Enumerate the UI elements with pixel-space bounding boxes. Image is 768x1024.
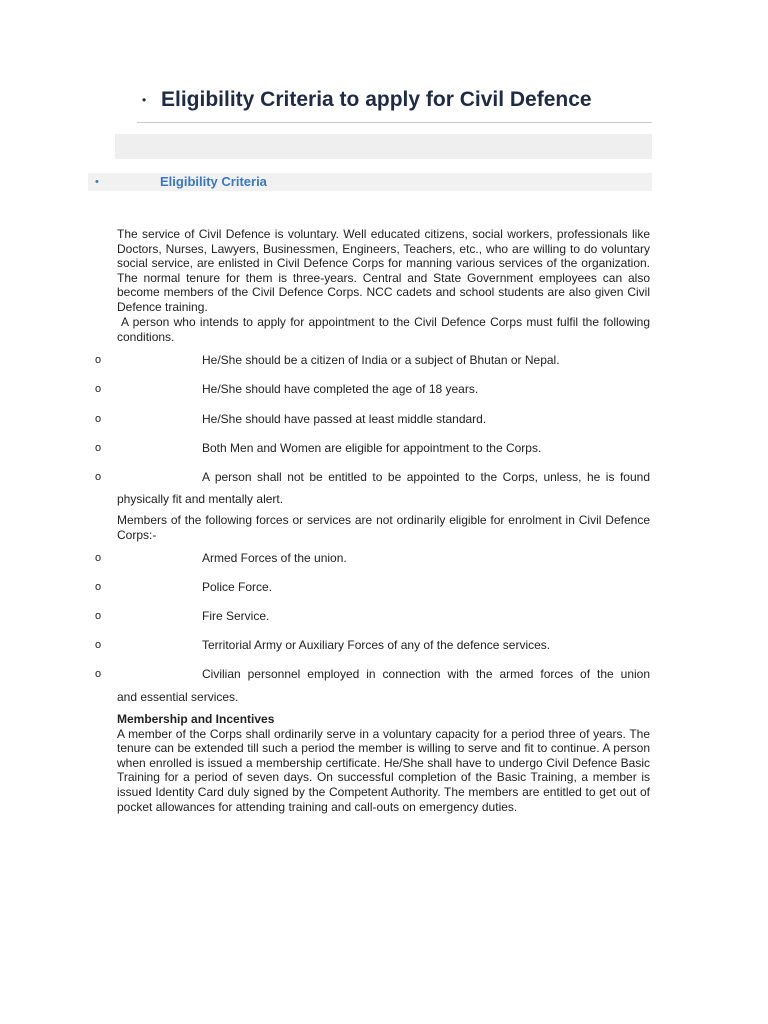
circle-bullet-icon: o bbox=[95, 413, 102, 425]
section-heading-band bbox=[88, 173, 652, 191]
list-item bbox=[95, 666, 650, 682]
list-item-continuation: physically fit and mentally alert. bbox=[117, 492, 284, 506]
list-item bbox=[95, 440, 650, 456]
list-item bbox=[95, 550, 650, 566]
circle-bullet-icon: o bbox=[95, 354, 102, 366]
list-item bbox=[95, 608, 650, 624]
list-item-continuation: and essential services. bbox=[117, 690, 239, 704]
intro-paragraph: The service of Civil Defence is voluntary. Well educated citizens, social workers, professionals like Doctors, Nurses, Lawyers, Businessmen, Engineers, Teachers, etc., who are willing to do voluntary social service, are enlisted in Civil Defence Corps for manning various services of the organization. The normal tenure for them is three-years. Central and State Government employees can also become members of the Civil Defence Corps. NCC cadets and school students are also given Civil Defence training. bbox=[117, 227, 650, 314]
ineligible-intro-paragraph: Members of the following forces or services are not ordinarily eligible for enrolment in Civil Defence Corps:- bbox=[117, 513, 650, 542]
circle-bullet-icon: o bbox=[95, 668, 102, 680]
list-item bbox=[95, 579, 650, 595]
list-item-text: Territorial Army or Auxiliary Forces of any of the defence services. bbox=[202, 638, 551, 652]
membership-section bbox=[117, 712, 650, 814]
list-item bbox=[95, 352, 650, 368]
circle-bullet-icon: o bbox=[95, 581, 102, 593]
list-item-text: He/She should be a citizen of India or a subject of Bhutan or Nepal. bbox=[202, 353, 560, 367]
membership-heading: Membership and Incentives bbox=[117, 712, 275, 726]
list-item-text: He/She should have passed at least middle standard. bbox=[202, 412, 487, 426]
list-item-text: Fire Service. bbox=[202, 609, 270, 623]
list-item bbox=[95, 381, 650, 397]
membership-paragraph: A member of the Corps shall ordinarily serve in a voluntary capacity for a period three of years. The tenure can be extended till such a period the member is willing to serve and fit to continue. A person when enrolled is issued a membership certificate. He/She shall have to undergo Civil Defence Basic Training for a period of seven days. On successful completion of the Basic Training, a member is issued Identity Card duly signed by the Competent Authority. The members are entitled to get out of pocket allowances for attending training and call-outs on emergency duties. bbox=[117, 726, 650, 814]
list-item-text: He/She should have completed the age of 18 years. bbox=[202, 382, 479, 396]
page-header bbox=[137, 86, 652, 123]
conditions-intro-paragraph: A person who intends to apply for appointment to the Civil Defence Corps must fulfil the following conditions. bbox=[117, 315, 650, 344]
list-item-text: Armed Forces of the union. bbox=[202, 551, 347, 565]
circle-bullet-icon: o bbox=[95, 383, 102, 395]
list-item bbox=[95, 411, 650, 427]
circle-bullet-icon: o bbox=[95, 471, 102, 483]
circle-bullet-icon: o bbox=[95, 552, 102, 564]
list-item-text: Police Force. bbox=[202, 580, 273, 594]
list-item-text: Civilian personnel employed in connection with the armed forces of the union bbox=[202, 667, 650, 681]
list-item bbox=[95, 469, 650, 485]
title-bullet: • bbox=[142, 93, 147, 107]
circle-bullet-icon: o bbox=[95, 639, 102, 651]
circle-bullet-icon: o bbox=[95, 610, 102, 622]
list-item-text: A person shall not be entitled to be appointed to the Corps, unless, he is found bbox=[202, 470, 650, 484]
list-item-text: Both Men and Women are eligible for appointment to the Corps. bbox=[202, 441, 542, 455]
circle-bullet-icon: o bbox=[95, 442, 102, 454]
section-bullet: • bbox=[95, 176, 99, 188]
page-title: Eligibility Criteria to apply for Civil Defence bbox=[161, 88, 592, 111]
section-title: Eligibility Criteria bbox=[160, 174, 267, 189]
grey-bar-divider bbox=[115, 134, 652, 159]
list-item bbox=[95, 637, 650, 653]
